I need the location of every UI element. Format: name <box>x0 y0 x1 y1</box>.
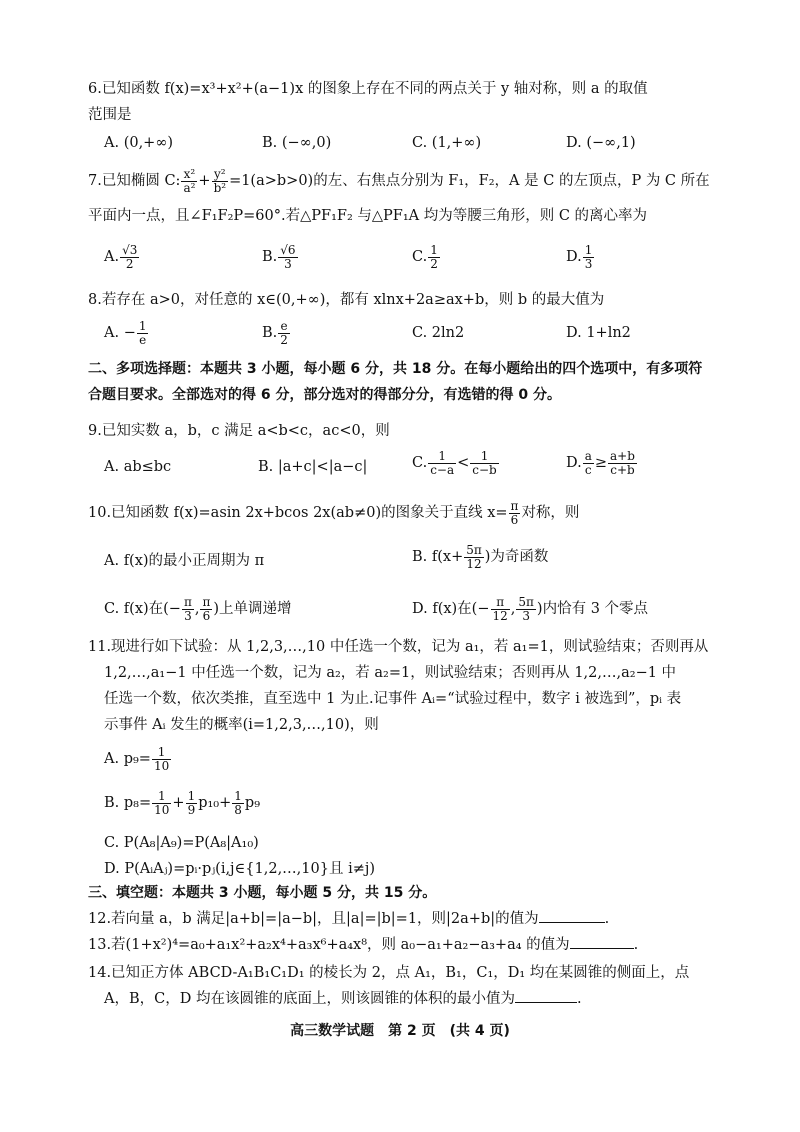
q7-frac1-num: x² <box>181 168 197 182</box>
q8-option-b-label: B. <box>262 325 278 341</box>
q10-option-b-prefix: B. f(x+ <box>412 549 464 565</box>
q10-option-c-den2: 6 <box>202 608 211 623</box>
q10-option-b-frac <box>464 544 484 571</box>
q10-option-c <box>104 592 292 626</box>
q10-option-d-sep: , <box>510 601 516 617</box>
q10-stem-num: π <box>510 498 519 513</box>
q11-option-b <box>104 786 260 820</box>
q11-option-b-prefix: B. p₈= <box>104 795 152 811</box>
q14-line2-wrap <box>104 988 582 1010</box>
q7-option-d <box>566 240 595 274</box>
q9-option-c-mid: < <box>457 455 470 471</box>
q11-option-d: D. P(AᵢAⱼ)=pᵢ·pⱼ(i,j∈{1,2,…,10}且 i≠j) <box>104 861 376 877</box>
q11-option-a <box>104 742 172 776</box>
q8-option-a-frac <box>137 320 149 347</box>
q10-stem-suffix: 对称，则 <box>521 505 580 521</box>
q9-option-a: A. ab≤bc <box>104 459 172 475</box>
q8-option-a <box>104 316 149 350</box>
question-12 <box>88 908 609 930</box>
q7-plus: + <box>198 173 211 189</box>
q7-option-a-den: 2 <box>125 256 134 271</box>
q14-line2: A，B，C，D 均在该圆锥的底面上，则该圆锥的体积的最小值为 <box>104 991 515 1007</box>
q6-option-a: A. (0,+∞) <box>104 135 174 151</box>
q10-option-d-frac1 <box>491 596 510 623</box>
q10-option-c-frac2 <box>200 596 212 623</box>
q7-option-d-frac <box>583 244 595 271</box>
q10-option-c-num1: π <box>183 594 192 609</box>
q7-fraction-x <box>181 168 197 195</box>
q9-option-d-num2: a+b <box>610 448 635 463</box>
q9-option-d-frac2 <box>608 450 637 477</box>
q14-line1: 14.已知正方体 ABCD-A₁B₁C₁D₁ 的棱长为 2，点 A₁，B₁，C₁，D₁ 均在某圆锥的侧面上，点 <box>88 965 690 981</box>
q9-option-c-den1: c−a <box>430 462 455 477</box>
q6-option-b: B. (−∞,0) <box>262 135 332 151</box>
q9-option-d-num1: a <box>584 448 592 463</box>
q9-option-c-frac1 <box>428 450 456 477</box>
q10-option-c-num2: π <box>202 594 211 609</box>
q7-option-d-num: 1 <box>584 242 593 257</box>
q7-option-c-label: C. <box>412 249 428 265</box>
q9-stem: 9.已知实数 a，b，c 满足 a<b<c，ac<0，则 <box>88 423 390 439</box>
q14-answer-blank[interactable] <box>515 988 577 1003</box>
q10-option-c-prefix: C. f(x)在(− <box>104 601 181 617</box>
q13-end: . <box>633 937 639 953</box>
q10-option-b-suffix: )为奇函数 <box>484 549 549 565</box>
q10-option-d-num2: 5π <box>518 594 534 609</box>
q11-option-b-mid2: p₁₀+ <box>198 795 232 811</box>
q7-option-b-den: 3 <box>284 256 292 271</box>
q7-option-b-frac <box>278 244 297 271</box>
q10-option-d-suffix: )内恰有 3 个零点 <box>536 601 649 617</box>
q7-option-a-num: √3 <box>122 242 138 257</box>
q7-stem-suffix: =1(a>b>0)的左、右焦点分别为 F₁，F₂，A 是 C 的左顶点，P 为 C 所在 <box>229 173 710 189</box>
q10-option-d-den1: 12 <box>492 608 508 623</box>
q9-option-c-label: C. <box>412 455 428 471</box>
q11-option-a-num: 1 <box>152 746 171 760</box>
q9-option-c-den2: c−b <box>472 462 497 477</box>
q9-option-c-num1: 1 <box>428 450 456 464</box>
q7-stem-prefix: 7.已知椭圆 C: <box>88 173 181 189</box>
q10-stem-den: 6 <box>510 512 519 527</box>
section-2-line2: 合题目要求。全部选对的得 6 分，部分选对的得部分分，有选错的得 0 分。 <box>88 387 561 403</box>
q7-frac2-num: y² <box>212 168 229 182</box>
q7-option-c-frac <box>428 244 440 271</box>
q11-option-b-suffix: p₉ <box>244 795 261 811</box>
q11-option-a-prefix: A. p₉= <box>104 751 151 767</box>
q10-option-b-den: 12 <box>466 556 482 571</box>
q7-option-a-frac <box>120 244 139 271</box>
q12-answer-blank[interactable] <box>539 908 605 923</box>
q7-option-c-den: 2 <box>430 256 438 271</box>
q11-line4: 示事件 Aᵢ 发生的概率(i=1,2,3,…,10)，则 <box>104 717 379 733</box>
q8-option-d: D. 1+ln2 <box>566 325 631 341</box>
q9-option-c <box>412 446 500 480</box>
q9-option-d-den1: c <box>584 462 592 477</box>
q8-option-b-den: 2 <box>280 332 288 347</box>
q11-option-b-num3: 1 <box>234 788 242 803</box>
q7-option-d-label: D. <box>566 249 582 265</box>
q12-stem: 12.若向量 a，b 满足|a+b|=|a−b|，且|a|=|b|=1，则|2a+b|的值为 <box>88 911 539 927</box>
q6-option-c: C. (1,+∞) <box>412 135 482 151</box>
q13-stem: 13.若(1+x²)⁴=a₀+a₁x²+a₂x⁴+a₃x⁶+a₄x⁸，则 a₀−a₁+a₂−a₃+a₄ 的值为 <box>88 937 570 953</box>
q8-option-a-den: e <box>139 332 147 347</box>
q8-option-b-num: e <box>278 320 290 334</box>
question-13 <box>88 934 638 956</box>
q11-option-a-frac <box>152 746 171 773</box>
q11-option-b-num2: 1 <box>187 788 196 803</box>
q9-option-d-den2: c+b <box>610 462 635 477</box>
q7-option-a <box>104 240 140 274</box>
q9-option-c-num2: 1 <box>470 450 498 464</box>
q8-option-c: C. 2ln2 <box>412 325 465 341</box>
q6-option-d: D. (−∞,1) <box>566 135 636 151</box>
q11-line2: 1,2,…,a₁−1 中任选一个数，记为 a₂，若 a₂=1，则试验结束；否则再从 1,2,…,a₂−1 中 <box>104 665 677 681</box>
q10-stem-prefix: 10.已知函数 f(x)=asin 2x+bcos 2x(ab≠0)的图象关于直线 x= <box>88 505 508 521</box>
q9-option-c-frac2 <box>470 450 498 477</box>
q7-frac2-den: b² <box>213 180 227 195</box>
q10-option-d-frac2 <box>516 596 536 623</box>
q8-stem: 8.若存在 a>0，对任意的 x∈(0,+∞)，都有 xlnx+2a≥ax+b，则 b 的最大值为 <box>88 292 605 308</box>
q14-end: . <box>576 991 582 1007</box>
q10-option-d-num1: π <box>491 596 510 610</box>
q7-option-a-label: A. <box>104 249 120 265</box>
q8-option-b <box>262 316 291 350</box>
q11-option-b-mid1: + <box>172 795 185 811</box>
q7-option-b-num: √6 <box>280 242 296 257</box>
q10-option-d <box>412 592 648 626</box>
q11-option-b-frac2 <box>186 790 198 817</box>
q9-option-d-label: D. <box>566 455 582 471</box>
q9-option-b: B. |a+c|<|a−c| <box>258 459 368 475</box>
q10-option-a: A. f(x)的最小正周期为 π <box>104 553 265 569</box>
q7-option-d-den: 3 <box>584 256 593 271</box>
q12-end: . <box>604 911 610 927</box>
q10-stem-frac <box>509 500 521 527</box>
q11-option-b-den2: 9 <box>187 802 196 817</box>
q10-option-c-frac1 <box>182 596 194 623</box>
page-footer: 高三数学试题 第 2 页 (共 4 页) <box>290 1023 510 1039</box>
q10-option-d-den2: 3 <box>522 608 530 623</box>
section-3-title: 三、填空题：本题共 3 小题，每小题 5 分，共 15 分。 <box>88 885 437 901</box>
q11-option-b-den1: 10 <box>154 802 170 817</box>
q9-option-d-frac1 <box>583 450 594 477</box>
q7-option-b-label: B. <box>262 249 278 265</box>
q11-option-a-den: 10 <box>153 758 170 773</box>
q9-option-d <box>566 446 638 480</box>
q11-option-c: C. P(A₈|A₉)=P(A₈|A₁₀) <box>104 835 259 851</box>
q8-option-b-frac <box>278 320 290 347</box>
q9-option-d-mid: ≥ <box>594 455 608 471</box>
q7-frac1-den: a² <box>183 180 196 195</box>
q8-option-a-label: A. − <box>104 325 136 341</box>
q11-option-b-frac3 <box>232 790 244 817</box>
q10-option-c-sep: , <box>194 601 200 617</box>
q10-stem <box>88 496 579 530</box>
q13-answer-blank[interactable] <box>570 934 634 949</box>
q10-option-b <box>412 540 548 574</box>
q10-option-b-num: 5π <box>466 542 482 557</box>
q7-option-c-num: 1 <box>430 242 438 257</box>
q11-option-b-den3: 8 <box>234 802 242 817</box>
q10-option-c-suffix: )上单调递增 <box>213 601 292 617</box>
q11-line1: 11.现进行如下试验：从 1,2,3,…,10 中任选一个数，记为 a₁，若 a₁=1，则试验结束；否则再从 <box>88 639 709 655</box>
q11-option-b-frac1 <box>152 790 171 817</box>
q6-stem-line1: 6.已知函数 f(x)=x³+x²+(a−1)x 的图象上存在不同的两点关于 y 轴对称，则 a 的取值 <box>88 81 648 97</box>
q7-option-c <box>412 240 441 274</box>
q10-option-d-prefix: D. f(x)在(− <box>412 601 490 617</box>
q8-option-a-num: 1 <box>138 318 147 333</box>
q6-stem-line2: 范围是 <box>88 107 132 123</box>
q11-option-b-num1: 1 <box>152 790 171 804</box>
q7-option-b <box>262 240 299 274</box>
q10-option-c-den1: 3 <box>184 608 192 623</box>
section-2-line1: 二、多项选择题：本题共 3 小题，每小题 6 分，共 18 分。在每小题给出的四个选项中，有多项符 <box>88 361 703 377</box>
q11-line3: 任选一个数，依次类推，直至选中 1 为止.记事件 Aᵢ=“试验过程中，数字 i 被选到”，pᵢ 表 <box>104 691 682 707</box>
q7-stem-line1 <box>88 164 710 198</box>
q7-stem-line2: 平面内一点，且∠F₁F₂P=60°.若△PF₁F₂ 与△PF₁A 均为等腰三角形，则 C 的离心率为 <box>88 208 648 224</box>
q7-fraction-y <box>212 168 229 195</box>
